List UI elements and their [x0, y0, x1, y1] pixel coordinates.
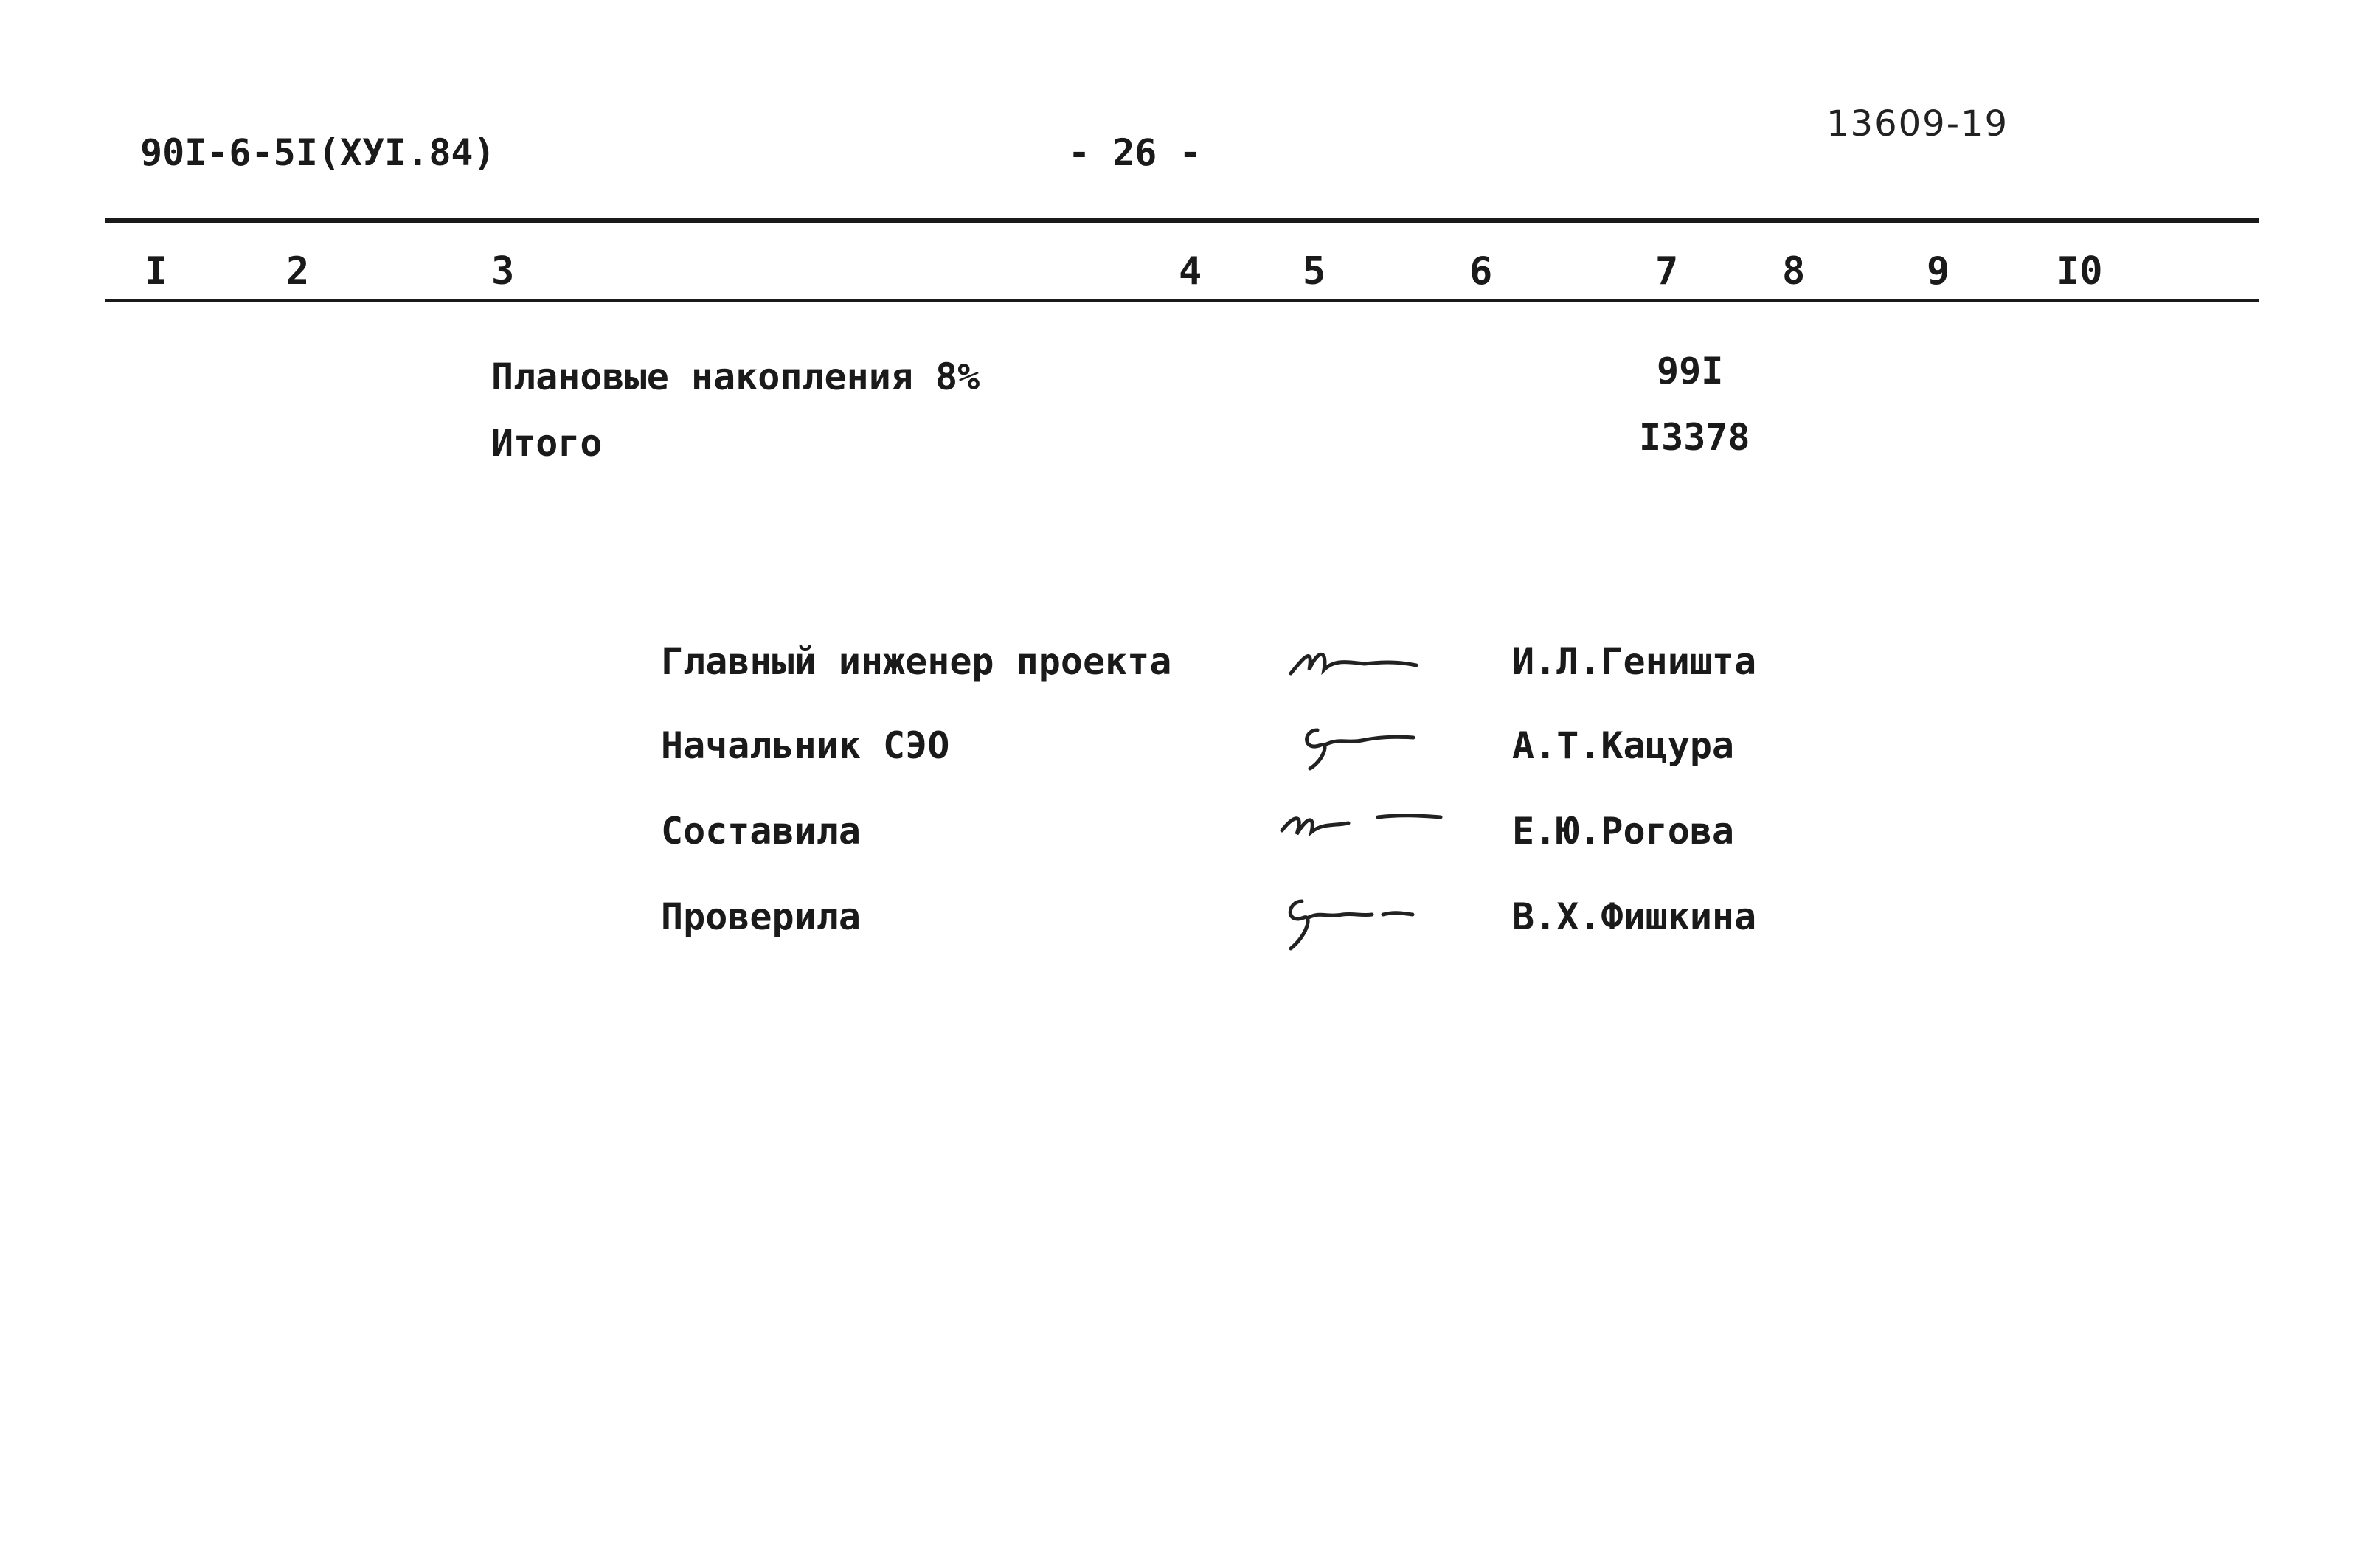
archive-number: 13609-19: [1826, 103, 2009, 145]
column-header-9: 9: [1927, 249, 1950, 294]
handwritten-signature-checked-by: [1276, 888, 1416, 954]
page-number: - 26 -: [1068, 131, 1202, 174]
signature-role-chief-engineer: Главный инженер проекта: [661, 640, 1172, 683]
column-header-10: I0: [2056, 249, 2103, 294]
document-code: 90I-6-5I(XУI.84): [140, 131, 496, 174]
handwritten-signature-chief-engineer: [1283, 640, 1431, 684]
column-header-6: 6: [1469, 249, 1493, 294]
row-label-planned-savings: Плановые накопления 8%: [491, 355, 980, 398]
signature-name-checked-by: В.Х.Фишкина: [1512, 895, 1757, 938]
handwritten-signature-compiled-by: [1275, 801, 1444, 845]
handwritten-signature-head-seo: [1295, 715, 1428, 774]
table-header-bottom-rule: [105, 299, 2259, 302]
row-value-planned-savings: 99I: [1657, 350, 1724, 392]
signature-role-compiled-by: Составила: [661, 810, 861, 853]
signature-name-head-seo: А.Т.Кацура: [1512, 724, 1735, 767]
row-value-total: I3378: [1639, 416, 1750, 459]
table-top-rule: [105, 218, 2259, 223]
column-header-2: 2: [286, 249, 310, 294]
column-header-7: 7: [1655, 249, 1679, 294]
signature-role-checked-by: Проверила: [661, 895, 861, 938]
column-header-1: I: [145, 249, 168, 294]
row-label-total: Итого: [491, 422, 603, 465]
column-header-4: 4: [1179, 249, 1202, 294]
signature-role-head-seo: Начальник СЭО: [661, 724, 950, 767]
column-header-3: 3: [491, 249, 515, 294]
signature-name-compiled-by: Е.Ю.Рогова: [1512, 810, 1735, 853]
signature-name-chief-engineer: И.Л.Геништа: [1512, 640, 1757, 683]
column-header-5: 5: [1303, 249, 1326, 294]
column-header-8: 8: [1782, 249, 1806, 294]
